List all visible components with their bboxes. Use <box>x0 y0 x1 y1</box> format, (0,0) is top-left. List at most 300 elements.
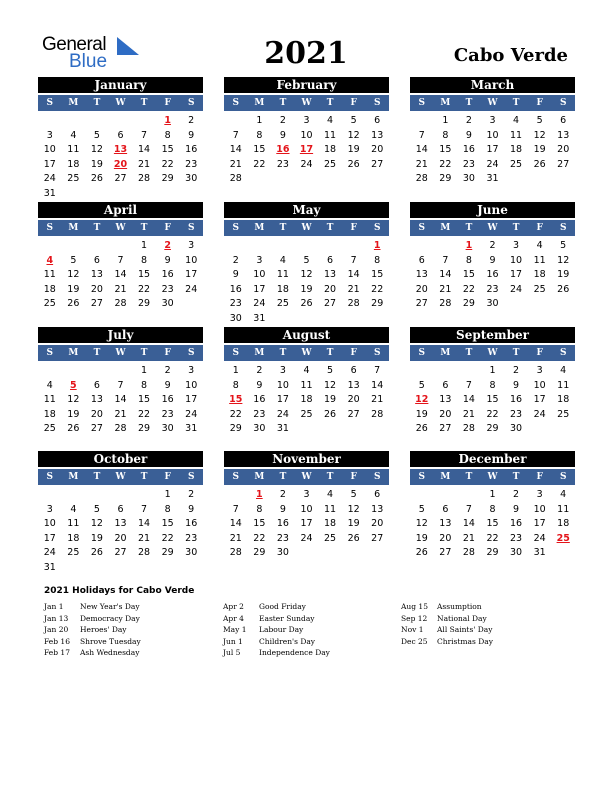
day: 28 <box>229 547 242 558</box>
day: 14 <box>462 394 475 405</box>
day: 31 <box>43 561 56 573</box>
weekday-label: F <box>164 348 171 358</box>
day: 21 <box>229 532 242 544</box>
day: 12 <box>557 254 570 266</box>
weekday-label: S <box>373 472 381 482</box>
holiday-entry <box>44 613 141 625</box>
day: 29 <box>253 547 266 558</box>
day: 10 <box>185 254 198 266</box>
empty-day <box>85 488 109 503</box>
day: 28 <box>114 423 127 434</box>
day: 18 <box>67 158 80 170</box>
day: 15 <box>486 394 499 405</box>
day: 29 <box>486 547 499 558</box>
holiday-entry <box>401 601 493 613</box>
empty-day <box>224 488 248 503</box>
weekday-label: M <box>254 98 265 108</box>
weekday-header <box>410 218 575 236</box>
day: 16 <box>486 269 499 280</box>
day: 10 <box>533 503 546 515</box>
day: 23 <box>510 408 523 420</box>
day: 28 <box>114 298 127 309</box>
day: 6 <box>93 379 100 391</box>
day: 6 <box>418 254 425 266</box>
day: 27 <box>90 298 103 309</box>
day: 23 <box>276 158 289 170</box>
month-june <box>410 202 575 312</box>
day: 24 <box>185 408 198 420</box>
month-title: April <box>38 202 203 218</box>
weekday-label: F <box>350 472 357 482</box>
day: 15 <box>439 144 452 155</box>
day: 29 <box>229 423 242 434</box>
weekday-label: F <box>536 348 543 358</box>
holiday-entry <box>223 624 330 636</box>
day: 26 <box>533 158 546 170</box>
day: 18 <box>43 283 56 295</box>
day: 17 <box>185 269 198 280</box>
day: 19 <box>90 532 103 544</box>
day: 26 <box>300 298 313 309</box>
day: 23 <box>486 283 499 295</box>
day: 4 <box>303 365 310 376</box>
day: 25 <box>324 532 337 544</box>
empty-day <box>109 114 133 129</box>
empty-day <box>132 488 156 503</box>
holiday-day: 17 <box>299 144 314 155</box>
day: 3 <box>46 129 53 141</box>
holiday-entry <box>44 647 141 659</box>
weekday-label: S <box>418 223 426 233</box>
day-grid <box>224 485 389 561</box>
day: 4 <box>536 240 543 251</box>
month-april <box>38 202 203 312</box>
day: 28 <box>462 547 475 558</box>
holiday-name: National Day <box>437 613 487 623</box>
weekday-label: W <box>115 98 126 108</box>
day: 15 <box>462 269 475 280</box>
day: 14 <box>229 144 242 155</box>
day: 24 <box>276 408 289 420</box>
day: 2 <box>279 489 286 500</box>
day: 12 <box>90 518 103 529</box>
month-title: November <box>224 451 389 467</box>
day: 21 <box>114 283 127 295</box>
weekday-label: M <box>440 472 451 482</box>
day: 28 <box>138 173 151 184</box>
day: 6 <box>442 379 449 391</box>
day: 27 <box>324 298 337 309</box>
day: 9 <box>188 503 195 515</box>
day: 14 <box>462 518 475 529</box>
holiday-date: Jun 1 <box>223 636 243 646</box>
day: 29 <box>161 173 174 184</box>
holiday-name: Democracy Day <box>80 613 140 623</box>
weekday-header <box>410 93 575 111</box>
weekday-label: F <box>164 223 171 233</box>
day: 14 <box>371 379 384 391</box>
day: 2 <box>513 489 520 500</box>
day: 10 <box>185 379 198 391</box>
holiday-entry <box>401 624 493 636</box>
day: 17 <box>43 532 56 544</box>
day: 23 <box>161 283 174 295</box>
day: 22 <box>138 408 151 420</box>
weekday-label: F <box>536 223 543 233</box>
holiday-entry <box>401 636 493 648</box>
weekday-label: S <box>187 348 195 358</box>
day: 20 <box>371 518 384 529</box>
day-grid <box>224 111 389 187</box>
day: 17 <box>486 144 499 155</box>
day: 7 <box>117 379 124 391</box>
day: 1 <box>141 365 148 376</box>
weekday-label: M <box>68 98 79 108</box>
day: 23 <box>185 532 198 544</box>
day: 10 <box>533 379 546 391</box>
day: 29 <box>371 298 384 309</box>
day: 7 <box>465 379 472 391</box>
weekday-label: M <box>254 472 265 482</box>
holiday-entry <box>223 613 330 625</box>
day: 21 <box>371 394 384 405</box>
day: 10 <box>486 129 499 141</box>
day: 16 <box>462 144 475 155</box>
month-september <box>410 327 575 437</box>
weekday-label: T <box>279 472 287 482</box>
holiday-column <box>223 601 330 659</box>
day: 26 <box>415 423 428 434</box>
weekday-label: W <box>301 98 312 108</box>
day: 12 <box>347 503 360 515</box>
weekday-label: T <box>465 348 473 358</box>
day: 7 <box>350 254 357 266</box>
holiday-name: Christmas Day <box>437 636 493 646</box>
day: 4 <box>560 365 567 376</box>
day: 10 <box>253 269 266 280</box>
day: 28 <box>439 298 452 309</box>
day: 16 <box>510 518 523 529</box>
day: 6 <box>374 115 381 126</box>
day: 26 <box>90 547 103 558</box>
day: 3 <box>513 240 520 251</box>
day: 11 <box>510 129 523 141</box>
day: 12 <box>67 269 80 280</box>
holiday-day: 4 <box>46 254 54 266</box>
day: 1 <box>489 489 496 500</box>
weekday-label: M <box>440 348 451 358</box>
day: 19 <box>67 408 80 420</box>
empty-day <box>410 488 434 503</box>
day: 9 <box>489 254 496 266</box>
weekday-header <box>224 343 389 361</box>
day: 2 <box>489 240 496 251</box>
day: 7 <box>418 129 425 141</box>
day: 19 <box>415 532 428 544</box>
day: 9 <box>164 379 171 391</box>
day: 21 <box>439 283 452 295</box>
day: 15 <box>161 518 174 529</box>
weekday-label: M <box>68 472 79 482</box>
day: 27 <box>557 158 570 170</box>
day: 26 <box>557 283 570 295</box>
day: 4 <box>279 254 286 266</box>
weekday-label: S <box>232 348 240 358</box>
holiday-date: Jan 13 <box>44 613 69 623</box>
holiday-date: Aug 15 <box>401 602 428 611</box>
day: 17 <box>533 518 546 529</box>
day: 28 <box>229 173 242 184</box>
month-may <box>224 202 389 326</box>
weekday-label: T <box>279 348 287 358</box>
day: 31 <box>185 423 198 434</box>
weekday-label: F <box>164 472 171 482</box>
day: 24 <box>253 298 266 309</box>
holiday-date: Apr 4 <box>223 613 244 623</box>
day: 16 <box>510 394 523 405</box>
weekday-label: T <box>326 223 334 233</box>
empty-day <box>62 488 86 503</box>
day: 13 <box>90 394 103 405</box>
day: 20 <box>324 283 337 295</box>
day: 9 <box>232 269 239 280</box>
day: 12 <box>347 129 360 141</box>
weekday-label: S <box>187 223 195 233</box>
day: 17 <box>276 394 289 405</box>
day: 29 <box>138 298 151 309</box>
day: 23 <box>510 532 523 544</box>
weekday-label: M <box>254 223 265 233</box>
day: 25 <box>43 423 56 434</box>
day: 13 <box>557 129 570 141</box>
weekday-label: S <box>418 348 426 358</box>
weekday-label: M <box>440 98 451 108</box>
holidays-title: 2021 Holidays for Cabo Verde <box>44 586 195 596</box>
day: 25 <box>324 158 337 170</box>
day: 18 <box>557 394 570 405</box>
day: 16 <box>229 283 242 295</box>
month-title: July <box>38 327 203 343</box>
day: 3 <box>536 365 543 376</box>
day: 2 <box>188 115 195 126</box>
empty-day <box>224 114 248 129</box>
weekday-label: T <box>140 472 148 482</box>
weekday-label: S <box>418 98 426 108</box>
month-january <box>38 77 203 201</box>
day: 26 <box>415 547 428 558</box>
day: 11 <box>557 379 570 391</box>
day: 2 <box>232 254 239 266</box>
weekday-label: S <box>559 348 567 358</box>
day: 30 <box>253 423 266 434</box>
day: 1 <box>141 240 148 251</box>
month-title: December <box>410 451 575 467</box>
day: 14 <box>114 394 127 405</box>
holiday-name: Assumption <box>437 602 482 611</box>
day: 15 <box>161 144 174 155</box>
holiday-day: 5 <box>70 379 77 391</box>
day: 25 <box>67 547 80 558</box>
empty-day <box>38 488 62 503</box>
weekday-label: T <box>512 98 520 108</box>
day: 10 <box>43 144 56 155</box>
weekday-label: M <box>440 223 451 233</box>
day-grid <box>410 361 575 437</box>
day: 25 <box>67 173 80 184</box>
day: 9 <box>513 503 520 515</box>
weekday-label: S <box>232 98 240 108</box>
empty-day <box>109 488 133 503</box>
day: 3 <box>303 489 310 500</box>
day: 10 <box>43 518 56 529</box>
day: 24 <box>533 408 546 420</box>
day: 23 <box>276 532 289 544</box>
holiday-date: Jul 5 <box>223 648 241 657</box>
day: 21 <box>138 532 151 544</box>
empty-day <box>457 488 481 503</box>
holiday-name: Shrove Tuesday <box>80 636 141 646</box>
day: 9 <box>164 254 171 266</box>
day: 12 <box>90 144 103 155</box>
day: 7 <box>141 129 148 141</box>
day: 19 <box>347 518 360 529</box>
weekday-label: S <box>46 348 54 358</box>
day: 17 <box>533 394 546 405</box>
day: 17 <box>253 283 266 295</box>
day: 17 <box>510 269 523 280</box>
day: 9 <box>279 129 286 141</box>
day: 23 <box>253 408 266 420</box>
weekday-label: S <box>46 472 54 482</box>
holiday-day: 25 <box>556 532 570 544</box>
empty-day <box>271 239 295 254</box>
day: 22 <box>486 532 499 544</box>
day: 30 <box>510 423 523 434</box>
day: 24 <box>185 283 198 295</box>
weekday-header <box>38 218 203 236</box>
day: 15 <box>138 269 151 280</box>
day: 13 <box>371 129 384 141</box>
day: 11 <box>43 394 56 405</box>
day: 24 <box>510 283 523 295</box>
empty-day <box>38 364 62 379</box>
holiday-entry <box>223 647 330 659</box>
weekday-label: W <box>487 98 498 108</box>
day: 28 <box>415 173 428 184</box>
day: 4 <box>513 115 520 126</box>
day: 27 <box>90 423 103 434</box>
day: 23 <box>185 158 198 170</box>
day: 29 <box>486 423 499 434</box>
empty-day <box>342 239 366 254</box>
day: 15 <box>486 518 499 529</box>
weekday-label: W <box>301 348 312 358</box>
day: 17 <box>300 518 313 529</box>
weekday-label: T <box>279 98 287 108</box>
day: 22 <box>462 283 475 295</box>
day: 14 <box>138 518 151 529</box>
day: 10 <box>276 379 289 391</box>
holiday-day: 2 <box>164 240 171 251</box>
month-title: February <box>224 77 389 93</box>
day: 21 <box>462 408 475 420</box>
holiday-entry <box>223 636 330 648</box>
day: 11 <box>300 379 313 391</box>
day-grid <box>38 361 203 437</box>
day: 30 <box>462 173 475 184</box>
day: 22 <box>253 158 266 170</box>
day: 24 <box>300 158 313 170</box>
day: 13 <box>371 503 384 515</box>
day: 12 <box>415 518 428 529</box>
day: 22 <box>161 158 174 170</box>
day: 5 <box>70 254 77 266</box>
weekday-label: W <box>115 223 126 233</box>
day: 3 <box>489 115 496 126</box>
day: 18 <box>43 408 56 420</box>
empty-day <box>318 239 342 254</box>
day: 23 <box>161 408 174 420</box>
weekday-label: T <box>512 223 520 233</box>
day: 15 <box>371 269 384 280</box>
holiday-date: Apr 2 <box>223 602 244 611</box>
empty-day <box>224 239 248 254</box>
month-november <box>224 451 389 561</box>
day: 5 <box>93 503 100 515</box>
day: 13 <box>415 269 428 280</box>
day: 27 <box>415 298 428 309</box>
empty-day <box>410 239 434 254</box>
day: 29 <box>439 173 452 184</box>
holiday-date: Dec 25 <box>401 636 428 646</box>
weekday-label: S <box>187 98 195 108</box>
empty-day <box>38 239 62 254</box>
weekday-label: T <box>512 348 520 358</box>
weekday-label: W <box>487 472 498 482</box>
empty-day <box>62 114 86 129</box>
day: 29 <box>138 423 151 434</box>
day: 6 <box>117 129 124 141</box>
month-august <box>224 327 389 437</box>
month-title: June <box>410 202 575 218</box>
day: 2 <box>164 365 171 376</box>
day: 8 <box>164 129 171 141</box>
day: 22 <box>371 283 384 295</box>
day: 13 <box>439 394 452 405</box>
brand-word-general: General <box>42 34 107 55</box>
day: 10 <box>300 503 313 515</box>
holiday-date: Nov 1 <box>401 625 424 634</box>
holiday-day: 1 <box>465 240 473 251</box>
month-october <box>38 451 203 575</box>
day: 3 <box>303 115 310 126</box>
day: 5 <box>327 365 334 376</box>
weekday-label: T <box>465 223 473 233</box>
day: 29 <box>462 298 475 309</box>
weekday-label: F <box>350 223 357 233</box>
day: 16 <box>185 518 198 529</box>
weekday-label: S <box>46 98 54 108</box>
empty-day <box>434 364 458 379</box>
day: 2 <box>188 489 195 500</box>
day-grid <box>38 485 203 575</box>
day: 1 <box>489 365 496 376</box>
day: 19 <box>533 144 546 155</box>
day: 13 <box>439 518 452 529</box>
day: 30 <box>161 298 174 309</box>
weekday-header <box>38 93 203 111</box>
weekday-label: T <box>279 223 287 233</box>
